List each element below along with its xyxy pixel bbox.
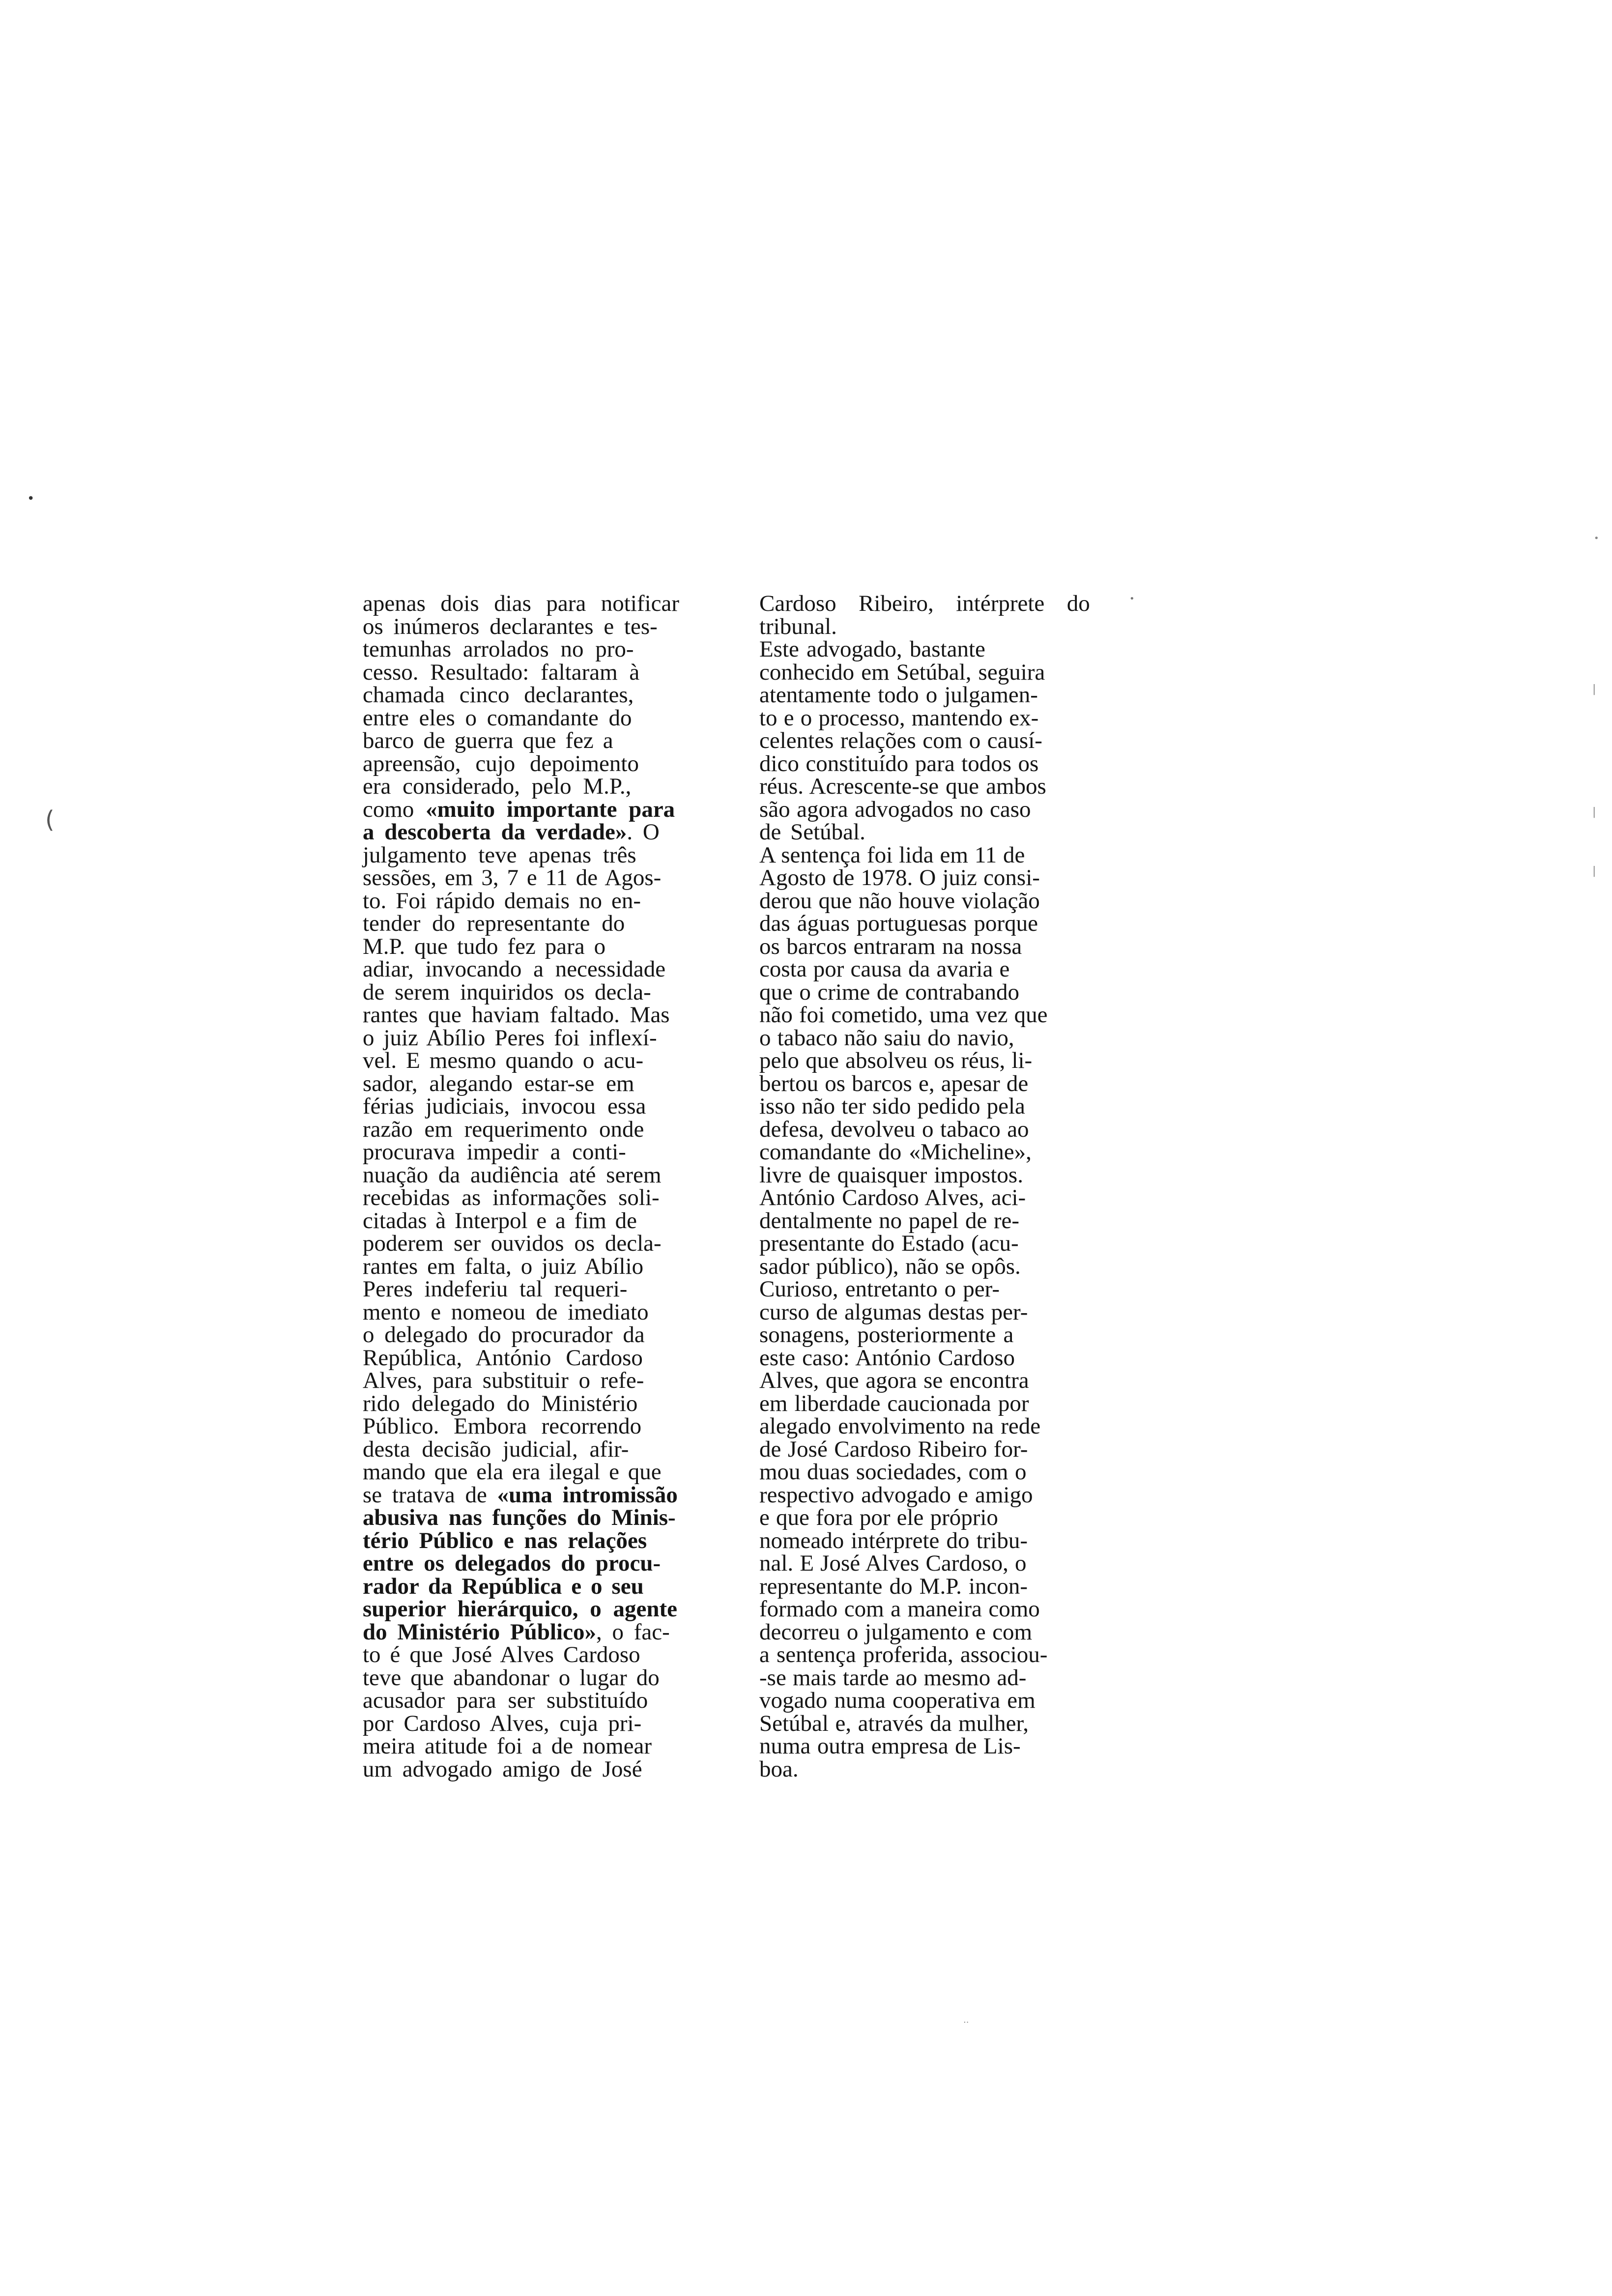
- text-line: [363, 1643, 679, 1666]
- text-line: [363, 707, 679, 730]
- text-line: [363, 729, 679, 752]
- text-segment: mento e nomeou de imediato: [363, 1299, 649, 1325]
- text-line: [363, 1232, 679, 1255]
- text-line: [363, 1072, 679, 1095]
- text-line: [759, 1301, 1090, 1324]
- text-segment: temunhas arrolados no pro-: [363, 636, 634, 662]
- text-line: [759, 912, 1090, 935]
- text-line: [363, 844, 679, 867]
- text-line: [363, 1004, 679, 1027]
- text-segment: pelo que absolveu os réus, li-: [759, 1048, 1033, 1073]
- text-segment: de serem inquiridos os decla-: [363, 979, 651, 1005]
- text-segment: os barcos entraram na nossa: [759, 933, 1022, 959]
- text-segment: defesa, devolveu o tabaco ao: [759, 1116, 1029, 1142]
- text-line: [759, 1735, 1090, 1758]
- text-segment: rantes em falta, o juiz Abílio: [363, 1253, 644, 1279]
- text-line: [363, 752, 679, 775]
- text-segment: poderem ser ouvidos os decla-: [363, 1231, 662, 1256]
- text-line: [759, 1484, 1090, 1507]
- text-line: [759, 1575, 1090, 1598]
- text-segment: julgamento teve apenas três: [363, 842, 636, 868]
- text-segment: como: [363, 796, 426, 822]
- text-segment: Este advogado, bastante: [759, 636, 985, 662]
- text-line: [363, 912, 679, 935]
- text-line: [363, 1575, 679, 1598]
- text-segment: Peres indeferiu tal requeri-: [363, 1276, 628, 1302]
- text-segment: férias judiciais, invocou essa: [363, 1093, 646, 1119]
- text-segment: rido delegado do Ministério: [363, 1390, 638, 1416]
- text-segment: o juiz Abílio Peres foi inflexí-: [363, 1025, 657, 1051]
- left-column: [363, 592, 679, 1780]
- text-segment: os inúmeros declarantes e tes-: [363, 613, 658, 639]
- text-line: [759, 1552, 1090, 1575]
- text-line: [759, 890, 1090, 913]
- text-segment: alegado envolvimento na rede: [759, 1413, 1041, 1439]
- text-segment: recebidas as informações soli-: [363, 1185, 660, 1210]
- text-line: [759, 1049, 1090, 1072]
- text-segment: República, António Cardoso: [363, 1345, 643, 1371]
- text-line: [363, 1369, 679, 1392]
- text-segment: Agosto de 1978. O juiz consi-: [759, 865, 1040, 890]
- text-segment: comandante do «Micheline»,: [759, 1139, 1032, 1165]
- text-segment: nal. E José Alves Cardoso, o: [759, 1550, 1027, 1576]
- text-segment: A sentença foi lida em 11 de: [759, 842, 1025, 868]
- text-segment: procurava impedir a conti-: [363, 1139, 626, 1165]
- text-segment: Cardoso Ribeiro, intérprete do: [759, 591, 1090, 616]
- scan-speck-mark: |: [1592, 683, 1596, 695]
- text-segment: desta decisão judicial, afir-: [363, 1436, 629, 1462]
- bold-quote-segment: «muito importante para: [426, 796, 675, 822]
- text-segment: Alves, para substituir o refe-: [363, 1368, 644, 1393]
- text-segment: o delegado do procurador da: [363, 1322, 645, 1348]
- text-segment: que o crime de contrabando: [759, 979, 1020, 1005]
- text-line: [363, 615, 679, 638]
- text-line: [363, 1255, 679, 1278]
- text-segment: curso de algumas destas per-: [759, 1299, 1028, 1325]
- text-segment: o tabaco não saiu do navio,: [759, 1025, 1014, 1051]
- text-line: [363, 1484, 679, 1507]
- text-segment: por Cardoso Alves, cuja pri-: [363, 1710, 642, 1736]
- text-segment: conhecido em Setúbal, seguira: [759, 659, 1045, 685]
- text-line: [363, 935, 679, 958]
- text-line: [759, 1278, 1090, 1301]
- text-segment: apenas dois dias para notificar: [363, 591, 680, 616]
- text-segment: to é que José Alves Cardoso: [363, 1642, 640, 1667]
- text-segment: apreensão, cujo depoimento: [363, 750, 639, 776]
- text-segment: das águas portuguesas porque: [759, 911, 1038, 936]
- text-line: [363, 981, 679, 1004]
- text-segment: sonagens, posteriormente a: [759, 1322, 1014, 1348]
- text-segment: representante do M.P. incon-: [759, 1573, 1028, 1599]
- text-line: [759, 958, 1090, 981]
- text-segment: dentalmente no papel de re-: [759, 1207, 1019, 1234]
- text-segment: António Cardoso Alves, aci-: [759, 1185, 1026, 1210]
- text-line: [363, 798, 679, 821]
- text-segment: mou duas sociedades, com o: [759, 1459, 1027, 1485]
- text-line: [759, 1141, 1090, 1164]
- bold-quote-segment: abusiva nas funções do Minis-: [363, 1505, 676, 1530]
- text-line: [759, 1255, 1090, 1278]
- text-segment: boa.: [759, 1756, 799, 1782]
- text-segment: razão em requerimento onde: [363, 1116, 644, 1142]
- text-line: [759, 1347, 1090, 1370]
- text-segment: decorreu o julgamento e com: [759, 1619, 1033, 1645]
- text-segment: livre de quaisquer impostos.: [759, 1162, 1023, 1188]
- text-segment: são agora advogados no caso: [759, 796, 1031, 822]
- text-line: [759, 1072, 1090, 1095]
- text-line: [759, 1027, 1090, 1050]
- text-line: [363, 1095, 679, 1118]
- text-segment: Público. Embora recorrendo: [363, 1413, 642, 1439]
- text-line: [759, 1095, 1090, 1118]
- text-segment: presentante do Estado (acu-: [759, 1231, 1019, 1256]
- text-line: [363, 684, 679, 707]
- text-segment: se tratava de: [363, 1482, 497, 1508]
- text-segment: M.P. que tudo fez para o: [363, 933, 606, 959]
- text-segment: -se mais tarde ao mesmo ad-: [759, 1665, 1027, 1691]
- text-segment: formado com a maneira como: [759, 1596, 1040, 1622]
- text-line: [363, 1209, 679, 1233]
- text-line: [363, 1392, 679, 1415]
- text-line: [759, 1392, 1090, 1415]
- text-line: [363, 1461, 679, 1484]
- bold-quote-segment: «uma intromissão: [497, 1482, 678, 1508]
- text-line: [759, 661, 1090, 684]
- text-segment: atentamente todo o julgamen-: [759, 682, 1038, 708]
- text-line: [363, 1621, 679, 1644]
- text-segment: citadas à Interpol e a fim de: [363, 1207, 637, 1234]
- scan-speck-mark: •: [1594, 533, 1599, 544]
- text-segment: Alves, que agora se encontra: [759, 1368, 1029, 1393]
- text-line: [759, 1438, 1090, 1461]
- text-line: [363, 890, 679, 913]
- text-line: [759, 775, 1090, 798]
- text-segment: derou que não houve violação: [759, 888, 1040, 914]
- text-segment: meira atitude foi a de nomear: [363, 1733, 652, 1759]
- text-line: [363, 638, 679, 661]
- text-segment: dico constituído para todos os: [759, 750, 1039, 776]
- bold-quote-segment: entre os delegados do procu-: [363, 1550, 661, 1576]
- text-segment: to e o processo, mantendo ex-: [759, 705, 1039, 731]
- text-line: [759, 752, 1090, 775]
- text-line: [759, 981, 1090, 1004]
- text-line: [363, 1438, 679, 1461]
- text-segment: acusador para ser substituído: [363, 1688, 648, 1713]
- text-segment: não foi cometido, uma vez que: [759, 1002, 1048, 1028]
- scan-speck-mark: •: [1129, 594, 1135, 604]
- text-segment: sador, alegando estar-se em: [363, 1070, 634, 1096]
- text-segment: teve que abandonar o lugar do: [363, 1665, 660, 1691]
- text-line: [759, 1598, 1090, 1621]
- text-segment: era considerado, pelo M.P.,: [363, 774, 632, 799]
- text-line: [363, 1186, 679, 1209]
- text-line: [759, 615, 1090, 638]
- text-segment: vel. E mesmo quando o acu-: [363, 1048, 644, 1073]
- text-line: [363, 1689, 679, 1712]
- text-segment: , o fac-: [596, 1619, 670, 1645]
- text-segment: bertou os barcos e, apesar de: [759, 1070, 1029, 1096]
- text-line: [363, 1415, 679, 1438]
- text-line: [759, 1529, 1090, 1552]
- text-line: [759, 1643, 1090, 1666]
- text-line: [759, 1758, 1090, 1781]
- text-segment: numa outra empresa de Lis-: [759, 1733, 1021, 1759]
- text-line: [759, 1621, 1090, 1644]
- text-segment: costa por causa da avaria e: [759, 956, 1010, 982]
- text-line: [363, 1027, 679, 1050]
- text-segment: um advogado amigo de José: [363, 1756, 642, 1782]
- text-line: [759, 798, 1090, 821]
- text-line: [363, 775, 679, 798]
- text-segment: em liberdade caucionada por: [759, 1390, 1029, 1416]
- text-line: [363, 1598, 679, 1621]
- text-line: [759, 1186, 1090, 1209]
- text-segment: barco de guerra que fez a: [363, 728, 613, 753]
- text-segment: Setúbal e, através da mulher,: [759, 1710, 1029, 1736]
- text-segment: to. Foi rápido demais no en-: [363, 888, 641, 914]
- text-line: [363, 1049, 679, 1072]
- text-line: [759, 1712, 1090, 1735]
- text-segment: tender do representante do: [363, 911, 625, 936]
- text-segment: respectivo advogado e amigo: [759, 1482, 1033, 1508]
- text-line: [759, 592, 1090, 615]
- text-segment: isso não ter sido pedido pela: [759, 1093, 1025, 1119]
- text-segment: chamada cinco declarantes,: [363, 682, 634, 708]
- text-segment: vogado numa cooperativa em: [759, 1688, 1036, 1713]
- text-line: [759, 1415, 1090, 1438]
- text-line: [759, 638, 1090, 661]
- text-line: [759, 684, 1090, 707]
- bold-quote-segment: superior hierárquico, o agente: [363, 1596, 678, 1622]
- text-line: [363, 958, 679, 981]
- text-segment: Curioso, entretanto o per-: [759, 1276, 1000, 1302]
- scan-speck-mark: ..: [963, 2015, 969, 2025]
- text-line: [759, 1506, 1090, 1529]
- text-line: [363, 1118, 679, 1141]
- text-segment: celentes relações com o causí-: [759, 728, 1042, 753]
- text-line: [363, 1347, 679, 1370]
- text-line: [363, 1164, 679, 1187]
- text-segment: cesso. Resultado: faltaram à: [363, 659, 640, 685]
- text-segment: rantes que haviam faltado. Mas: [363, 1002, 670, 1028]
- text-line: [363, 661, 679, 684]
- text-line: [363, 1529, 679, 1552]
- text-line: [363, 1712, 679, 1735]
- text-segment: entre eles o comandante do: [363, 705, 632, 731]
- text-line: [759, 1209, 1090, 1233]
- text-line: [363, 1506, 679, 1529]
- text-segment: sessões, em 3, 7 e 11 de Agos-: [363, 865, 662, 890]
- text-segment: e que fora por ele próprio: [759, 1505, 998, 1530]
- text-segment: adiar, invocando a necessidade: [363, 956, 666, 982]
- text-line: [363, 1552, 679, 1575]
- text-segment: tribunal.: [759, 613, 837, 639]
- text-line: [759, 1369, 1090, 1392]
- bold-quote-segment: do Ministério Público»: [363, 1619, 596, 1645]
- text-segment: este caso: António Cardoso: [759, 1345, 1015, 1371]
- text-line: [759, 1323, 1090, 1347]
- text-line: [363, 1323, 679, 1347]
- text-segment: nuação da audiência até serem: [363, 1162, 662, 1188]
- text-line: [363, 866, 679, 890]
- text-segment: mando que ela era ilegal e que: [363, 1459, 662, 1485]
- right-column: [759, 592, 1090, 1780]
- text-segment: réus. Acrescente-se que ambos: [759, 774, 1046, 799]
- text-line: [363, 1735, 679, 1758]
- text-line: [759, 729, 1090, 752]
- text-line: [759, 1666, 1090, 1690]
- text-segment: de José Cardoso Ribeiro for-: [759, 1436, 1028, 1462]
- text-line: [759, 1232, 1090, 1255]
- text-line: [759, 935, 1090, 958]
- text-line: [759, 1118, 1090, 1141]
- text-line: [759, 844, 1090, 867]
- text-line: [363, 592, 679, 615]
- text-line: [363, 1301, 679, 1324]
- text-line: [363, 1666, 679, 1690]
- margin-bracket-mark: (: [45, 806, 55, 833]
- text-segment: nomeado intérprete do tribu-: [759, 1527, 1028, 1553]
- scan-speck-mark: |: [1592, 806, 1596, 818]
- bold-quote-segment: rador da República e o seu: [363, 1573, 644, 1599]
- text-line: [759, 1164, 1090, 1187]
- text-line: [363, 1141, 679, 1164]
- text-line: [759, 866, 1090, 890]
- text-line: [759, 1689, 1090, 1712]
- text-segment: de Setúbal.: [759, 819, 865, 845]
- text-line: [759, 1004, 1090, 1027]
- scan-speck-mark: |: [1592, 865, 1596, 877]
- text-line: [759, 821, 1090, 844]
- text-line: [759, 707, 1090, 730]
- bold-quote-segment: tério Público e nas relações: [363, 1527, 647, 1553]
- text-segment: . O: [627, 819, 660, 845]
- text-line: [363, 821, 679, 844]
- scan-speck-mark: •: [27, 491, 35, 506]
- text-segment: sador público), não se opôs.: [759, 1253, 1021, 1279]
- text-line: [759, 1461, 1090, 1484]
- text-line: [363, 1758, 679, 1781]
- text-segment: a sentença proferida, associou-: [759, 1642, 1048, 1667]
- bold-quote-segment: a descoberta da verdade»: [363, 819, 627, 845]
- text-line: [363, 1278, 679, 1301]
